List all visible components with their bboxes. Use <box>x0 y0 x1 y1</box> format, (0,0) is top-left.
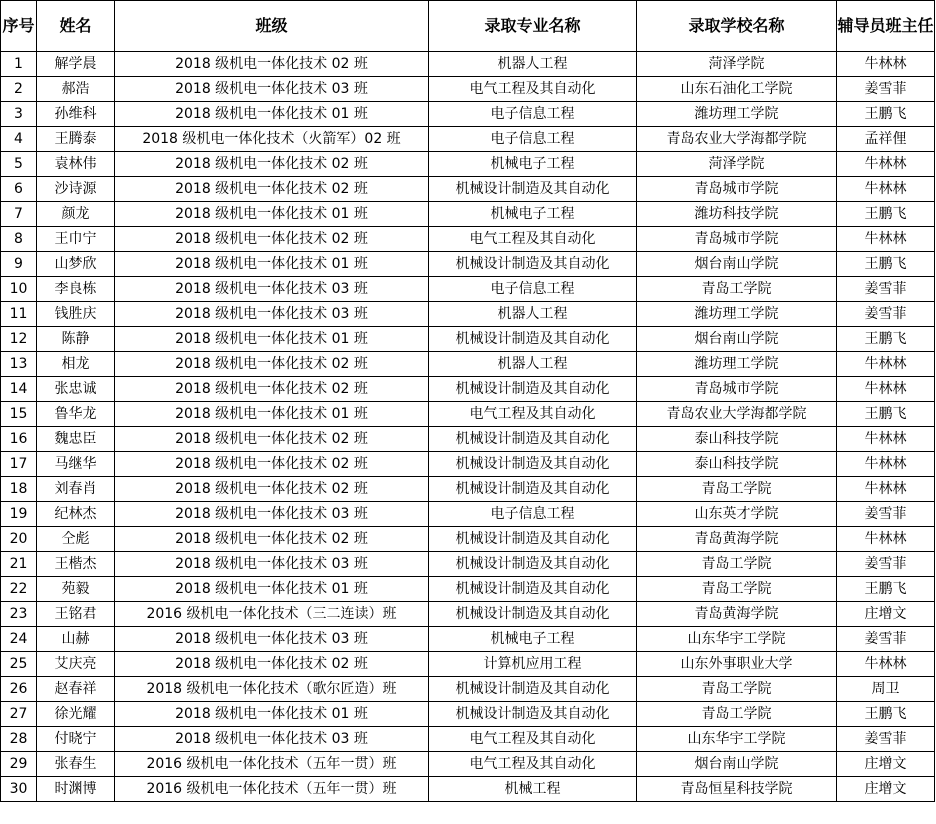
cell-counselor: 牛林林 <box>837 152 935 177</box>
cell-major: 电气工程及其自动化 <box>429 402 637 427</box>
cell-major: 机械工程 <box>429 777 637 802</box>
cell-index: 9 <box>1 252 37 277</box>
cell-major: 机械设计制造及其自动化 <box>429 327 637 352</box>
cell-school: 青岛恒星科技学院 <box>637 777 837 802</box>
cell-class: 2018 级机电一体化技术（火箭军）02 班 <box>115 127 429 152</box>
table-row <box>1 502 935 527</box>
cell-major: 机械设计制造及其自动化 <box>429 452 637 477</box>
cell-major: 机械电子工程 <box>429 152 637 177</box>
cell-index: 20 <box>1 527 37 552</box>
cell-index: 6 <box>1 177 37 202</box>
cell-major: 机械设计制造及其自动化 <box>429 677 637 702</box>
cell-class: 2016 级机电一体化技术（三二连读）班 <box>115 602 429 627</box>
cell-major: 机械设计制造及其自动化 <box>429 527 637 552</box>
cell-name: 艾庆亮 <box>37 652 115 677</box>
cell-school: 青岛黄海学院 <box>637 527 837 552</box>
table-row <box>1 252 935 277</box>
cell-major: 计算机应用工程 <box>429 652 637 677</box>
cell-name: 钱胜庆 <box>37 302 115 327</box>
table-row <box>1 277 935 302</box>
cell-major: 电气工程及其自动化 <box>429 727 637 752</box>
cell-major: 电气工程及其自动化 <box>429 227 637 252</box>
cell-major: 电气工程及其自动化 <box>429 752 637 777</box>
table-row <box>1 77 935 102</box>
header-counselor: 辅导员班主任 <box>837 1 935 52</box>
cell-index: 14 <box>1 377 37 402</box>
cell-name: 魏忠臣 <box>37 427 115 452</box>
cell-class: 2018 级机电一体化技术 03 班 <box>115 502 429 527</box>
cell-name: 鲁华龙 <box>37 402 115 427</box>
table-row <box>1 527 935 552</box>
cell-school: 青岛城市学院 <box>637 177 837 202</box>
cell-school: 潍坊理工学院 <box>637 102 837 127</box>
cell-name: 苑毅 <box>37 577 115 602</box>
cell-major: 机械设计制造及其自动化 <box>429 552 637 577</box>
cell-index: 17 <box>1 452 37 477</box>
cell-counselor: 王鹏飞 <box>837 577 935 602</box>
table-row <box>1 477 935 502</box>
cell-counselor: 孟祥俚 <box>837 127 935 152</box>
cell-class: 2018 级机电一体化技术 02 班 <box>115 477 429 502</box>
cell-counselor: 牛林林 <box>837 652 935 677</box>
table-row <box>1 377 935 402</box>
cell-counselor: 姜雪菲 <box>837 277 935 302</box>
cell-major: 机械设计制造及其自动化 <box>429 577 637 602</box>
cell-counselor: 牛林林 <box>837 452 935 477</box>
cell-school: 烟台南山学院 <box>637 752 837 777</box>
table-row <box>1 302 935 327</box>
cell-counselor: 王鹏飞 <box>837 402 935 427</box>
cell-name: 王腾泰 <box>37 127 115 152</box>
cell-index: 28 <box>1 727 37 752</box>
cell-name: 解学晨 <box>37 52 115 77</box>
cell-index: 16 <box>1 427 37 452</box>
cell-class: 2018 级机电一体化技术 02 班 <box>115 527 429 552</box>
cell-name: 山赫 <box>37 627 115 652</box>
cell-index: 25 <box>1 652 37 677</box>
table-row <box>1 652 935 677</box>
cell-school: 潍坊理工学院 <box>637 352 837 377</box>
table-row <box>1 202 935 227</box>
cell-name: 郝浩 <box>37 77 115 102</box>
cell-counselor: 王鹏飞 <box>837 102 935 127</box>
cell-class: 2018 级机电一体化技术 02 班 <box>115 652 429 677</box>
cell-index: 11 <box>1 302 37 327</box>
table-row <box>1 702 935 727</box>
cell-major: 机器人工程 <box>429 302 637 327</box>
cell-class: 2016 级机电一体化技术（五年一贯）班 <box>115 777 429 802</box>
table-row <box>1 152 935 177</box>
cell-name: 纪林杰 <box>37 502 115 527</box>
cell-school: 潍坊科技学院 <box>637 202 837 227</box>
cell-name: 相龙 <box>37 352 115 377</box>
cell-name: 山梦欣 <box>37 252 115 277</box>
cell-counselor: 庄增文 <box>837 777 935 802</box>
table-body <box>1 52 935 802</box>
table-header-row <box>1 1 935 52</box>
cell-class: 2018 级机电一体化技术 03 班 <box>115 727 429 752</box>
cell-name: 袁林伟 <box>37 152 115 177</box>
cell-name: 赵春祥 <box>37 677 115 702</box>
cell-class: 2018 级机电一体化技术（歌尔匠造）班 <box>115 677 429 702</box>
cell-class: 2018 级机电一体化技术 01 班 <box>115 402 429 427</box>
cell-name: 时渊博 <box>37 777 115 802</box>
cell-major: 机械电子工程 <box>429 627 637 652</box>
cell-major: 电子信息工程 <box>429 502 637 527</box>
table-row <box>1 752 935 777</box>
table-row <box>1 177 935 202</box>
cell-class: 2018 级机电一体化技术 03 班 <box>115 77 429 102</box>
cell-major: 机械设计制造及其自动化 <box>429 702 637 727</box>
cell-name: 李良栋 <box>37 277 115 302</box>
cell-index: 18 <box>1 477 37 502</box>
cell-school: 青岛工学院 <box>637 577 837 602</box>
cell-counselor: 王鹏飞 <box>837 252 935 277</box>
cell-class: 2018 级机电一体化技术 03 班 <box>115 277 429 302</box>
cell-index: 3 <box>1 102 37 127</box>
cell-name: 王楷杰 <box>37 552 115 577</box>
cell-name: 付晓宁 <box>37 727 115 752</box>
cell-major: 机械设计制造及其自动化 <box>429 177 637 202</box>
table-row <box>1 227 935 252</box>
cell-index: 30 <box>1 777 37 802</box>
header-school: 录取学校名称 <box>637 1 837 52</box>
cell-class: 2018 级机电一体化技术 01 班 <box>115 327 429 352</box>
cell-index: 4 <box>1 127 37 152</box>
cell-counselor: 姜雪菲 <box>837 302 935 327</box>
cell-major: 电子信息工程 <box>429 127 637 152</box>
cell-class: 2018 级机电一体化技术 02 班 <box>115 377 429 402</box>
cell-school: 泰山科技学院 <box>637 452 837 477</box>
header-major: 录取专业名称 <box>429 1 637 52</box>
cell-index: 19 <box>1 502 37 527</box>
cell-class: 2018 级机电一体化技术 03 班 <box>115 627 429 652</box>
cell-school: 山东华宇工学院 <box>637 627 837 652</box>
table-row <box>1 452 935 477</box>
cell-class: 2018 级机电一体化技术 01 班 <box>115 702 429 727</box>
cell-class: 2018 级机电一体化技术 02 班 <box>115 227 429 252</box>
cell-counselor: 牛林林 <box>837 427 935 452</box>
cell-class: 2018 级机电一体化技术 02 班 <box>115 452 429 477</box>
table-row <box>1 327 935 352</box>
cell-school: 青岛工学院 <box>637 702 837 727</box>
cell-counselor: 姜雪菲 <box>837 502 935 527</box>
cell-counselor: 牛林林 <box>837 227 935 252</box>
table-row <box>1 777 935 802</box>
table-row <box>1 352 935 377</box>
cell-counselor: 牛林林 <box>837 352 935 377</box>
cell-counselor: 王鹏飞 <box>837 702 935 727</box>
cell-index: 21 <box>1 552 37 577</box>
cell-index: 22 <box>1 577 37 602</box>
cell-school: 菏泽学院 <box>637 152 837 177</box>
cell-counselor: 姜雪菲 <box>837 627 935 652</box>
cell-school: 山东外事职业大学 <box>637 652 837 677</box>
cell-school: 菏泽学院 <box>637 52 837 77</box>
cell-school: 山东英才学院 <box>637 502 837 527</box>
cell-counselor: 王鹏飞 <box>837 327 935 352</box>
cell-school: 青岛黄海学院 <box>637 602 837 627</box>
cell-school: 烟台南山学院 <box>637 252 837 277</box>
cell-name: 马继华 <box>37 452 115 477</box>
cell-name: 张忠诚 <box>37 377 115 402</box>
cell-school: 山东华宇工学院 <box>637 727 837 752</box>
table-row <box>1 627 935 652</box>
cell-counselor: 姜雪菲 <box>837 727 935 752</box>
cell-name: 沙诗源 <box>37 177 115 202</box>
cell-index: 24 <box>1 627 37 652</box>
table-row <box>1 602 935 627</box>
cell-major: 机器人工程 <box>429 352 637 377</box>
cell-school: 青岛农业大学海都学院 <box>637 402 837 427</box>
cell-name: 孙维科 <box>37 102 115 127</box>
cell-index: 7 <box>1 202 37 227</box>
cell-index: 1 <box>1 52 37 77</box>
cell-counselor: 牛林林 <box>837 52 935 77</box>
cell-counselor: 牛林林 <box>837 377 935 402</box>
cell-name: 仝彪 <box>37 527 115 552</box>
cell-school: 青岛工学院 <box>637 677 837 702</box>
table-row <box>1 552 935 577</box>
cell-class: 2018 级机电一体化技术 01 班 <box>115 577 429 602</box>
cell-school: 青岛工学院 <box>637 477 837 502</box>
cell-index: 13 <box>1 352 37 377</box>
cell-counselor: 庄增文 <box>837 602 935 627</box>
cell-counselor: 姜雪菲 <box>837 552 935 577</box>
cell-class: 2018 级机电一体化技术 01 班 <box>115 252 429 277</box>
header-name: 姓名 <box>37 1 115 52</box>
cell-school: 青岛城市学院 <box>637 377 837 402</box>
cell-name: 王巾宁 <box>37 227 115 252</box>
cell-index: 23 <box>1 602 37 627</box>
table-row <box>1 102 935 127</box>
cell-major: 电子信息工程 <box>429 277 637 302</box>
cell-school: 青岛城市学院 <box>637 227 837 252</box>
cell-counselor: 周卫 <box>837 677 935 702</box>
cell-major: 机器人工程 <box>429 52 637 77</box>
cell-name: 颜龙 <box>37 202 115 227</box>
cell-name: 徐光耀 <box>37 702 115 727</box>
table-row <box>1 577 935 602</box>
cell-class: 2018 级机电一体化技术 02 班 <box>115 427 429 452</box>
cell-school: 泰山科技学院 <box>637 427 837 452</box>
cell-index: 10 <box>1 277 37 302</box>
cell-name: 王铭君 <box>37 602 115 627</box>
cell-index: 8 <box>1 227 37 252</box>
cell-index: 29 <box>1 752 37 777</box>
cell-class: 2018 级机电一体化技术 03 班 <box>115 552 429 577</box>
header-class: 班级 <box>115 1 429 52</box>
header-index: 序号 <box>1 1 37 52</box>
cell-class: 2018 级机电一体化技术 02 班 <box>115 352 429 377</box>
cell-index: 12 <box>1 327 37 352</box>
cell-major: 机械设计制造及其自动化 <box>429 377 637 402</box>
cell-major: 机械设计制造及其自动化 <box>429 252 637 277</box>
cell-school: 山东石油化工学院 <box>637 77 837 102</box>
cell-index: 26 <box>1 677 37 702</box>
cell-class: 2018 级机电一体化技术 02 班 <box>115 177 429 202</box>
cell-class: 2018 级机电一体化技术 02 班 <box>115 152 429 177</box>
table-row <box>1 402 935 427</box>
cell-school: 潍坊理工学院 <box>637 302 837 327</box>
cell-school: 青岛工学院 <box>637 552 837 577</box>
cell-major: 电气工程及其自动化 <box>429 77 637 102</box>
cell-counselor: 庄增文 <box>837 752 935 777</box>
cell-counselor: 王鹏飞 <box>837 202 935 227</box>
table-row <box>1 127 935 152</box>
cell-major: 机械电子工程 <box>429 202 637 227</box>
cell-name: 刘春肖 <box>37 477 115 502</box>
cell-name: 张春生 <box>37 752 115 777</box>
cell-school: 烟台南山学院 <box>637 327 837 352</box>
cell-counselor: 牛林林 <box>837 477 935 502</box>
table-row <box>1 427 935 452</box>
cell-major: 机械设计制造及其自动化 <box>429 477 637 502</box>
cell-class: 2016 级机电一体化技术（五年一贯）班 <box>115 752 429 777</box>
cell-index: 15 <box>1 402 37 427</box>
cell-school: 青岛农业大学海都学院 <box>637 127 837 152</box>
cell-school: 青岛工学院 <box>637 277 837 302</box>
cell-counselor: 牛林林 <box>837 177 935 202</box>
cell-index: 27 <box>1 702 37 727</box>
cell-class: 2018 级机电一体化技术 01 班 <box>115 102 429 127</box>
cell-major: 机械设计制造及其自动化 <box>429 602 637 627</box>
table-row <box>1 677 935 702</box>
cell-class: 2018 级机电一体化技术 01 班 <box>115 202 429 227</box>
cell-class: 2018 级机电一体化技术 03 班 <box>115 302 429 327</box>
cell-index: 5 <box>1 152 37 177</box>
cell-name: 陈静 <box>37 327 115 352</box>
cell-major: 机械设计制造及其自动化 <box>429 427 637 452</box>
table-row <box>1 52 935 77</box>
table-row <box>1 727 935 752</box>
cell-counselor: 牛林林 <box>837 527 935 552</box>
cell-major: 电子信息工程 <box>429 102 637 127</box>
cell-counselor: 姜雪菲 <box>837 77 935 102</box>
cell-class: 2018 级机电一体化技术 02 班 <box>115 52 429 77</box>
cell-index: 2 <box>1 77 37 102</box>
